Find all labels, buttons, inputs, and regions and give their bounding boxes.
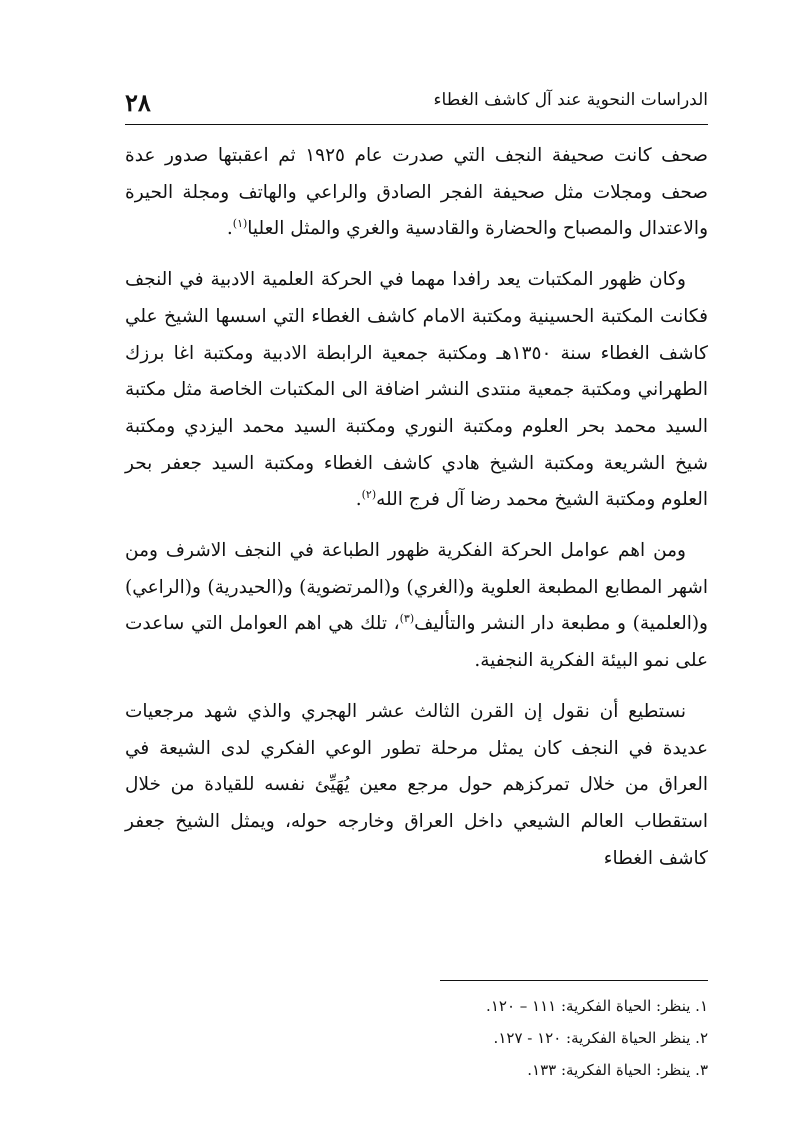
footnotes — [300, 990, 708, 1086]
body-text — [125, 138, 708, 891]
running-title: الدراسات النحوية عند آل كاشف الغطاء — [433, 90, 708, 110]
footnote-item: ٣. ينظر: الحياة الفكرية: ١٣٣. — [527, 1061, 708, 1079]
page-header — [125, 82, 708, 122]
paragraph-text: صحف كانت صحيفة النجف التي صدرت عام ١٩٢٥ ثم اعقبتها صدور عدة صحف ومجلات مثل صحيفة الفجر الصادق والراعي والهاتف ومجلة الحيرة والاعتدال والمصباح والحضارة والقادسية والغري والمثل العليا — [125, 145, 708, 240]
footnote-item: ١. ينظر: الحياة الفكرية: ١١١ – ١٢٠. — [486, 997, 708, 1015]
paragraph-tail: . — [355, 489, 362, 511]
paragraph — [125, 262, 708, 519]
paragraph-text: نستطيع أن نقول إن القرن الثالث عشر الهجري والذي شهد مرجعيات عديدة في النجف كان يمثل مرحلة تطور الوعي الفكري لدى الشيعة في العراق من خلال تمركزهم حول مرجع معين يُهَيِّئ نفسه للقيادة من خلال استقطاب العالم الشيعي داخل العراق وخارجه حوله، ويمثل الشيخ جعفر كاشف الغطاء — [125, 700, 708, 869]
paragraph — [125, 138, 708, 248]
footnote-ref: (٣) — [399, 612, 415, 626]
header-divider — [125, 124, 708, 125]
footnote-divider — [440, 980, 708, 981]
paragraph-text: ومن اهم عوامل الحركة الفكرية ظهور الطباعة في النجف الاشرف ومن اشهر المطابع المطبعة العلوية و(الغري) و(المرتضوية) و(الحيدرية) و(الراعي) و(العلمية) و مطبعة دار النشر والتأليف — [125, 540, 708, 635]
paragraph — [125, 694, 708, 878]
paragraph-tail: ، تلك هي اهم العوامل التي ساعدت على نمو البيئة الفكرية النجفية. — [125, 613, 708, 672]
footnote-item: ٢. ينظر الحياة الفكرية: ١٢٠ - ١٢٧. — [493, 1029, 708, 1047]
paragraph-tail: . — [226, 218, 233, 240]
footnote-ref: (١) — [232, 217, 248, 231]
footnote-ref: (٢) — [361, 488, 377, 502]
paragraph-text: وكان ظهور المكتبات يعد رافدا مهما في الحركة العلمية الادبية في النجف فكانت المكتبة الحسينية ومكتبة الامام كاشف الغطاء التي اسسها الشيخ علي كاشف الغطاء سنة ١٣٥٠هـ ومكتبة جمعية الرابطة الادبية ومكتبة اغا برزك الطهراني ومكتبة جمعية منتدى النشر اضافة الى المكتبات الخاصة مثل مكتبة السيد محمد بحر العلوم ومكتبة النوري ومكتبة السيد محمد اليزدي ومكتبة شيخ الشريعة ومكتبة الشيخ هادي كاشف الغطاء ومكتبة السيد جعفر بحر العلوم ومكتبة الشيخ محمد رضا آل فرج الله — [125, 269, 708, 511]
page-number: ٢٨ — [125, 88, 151, 117]
paragraph — [125, 533, 708, 680]
